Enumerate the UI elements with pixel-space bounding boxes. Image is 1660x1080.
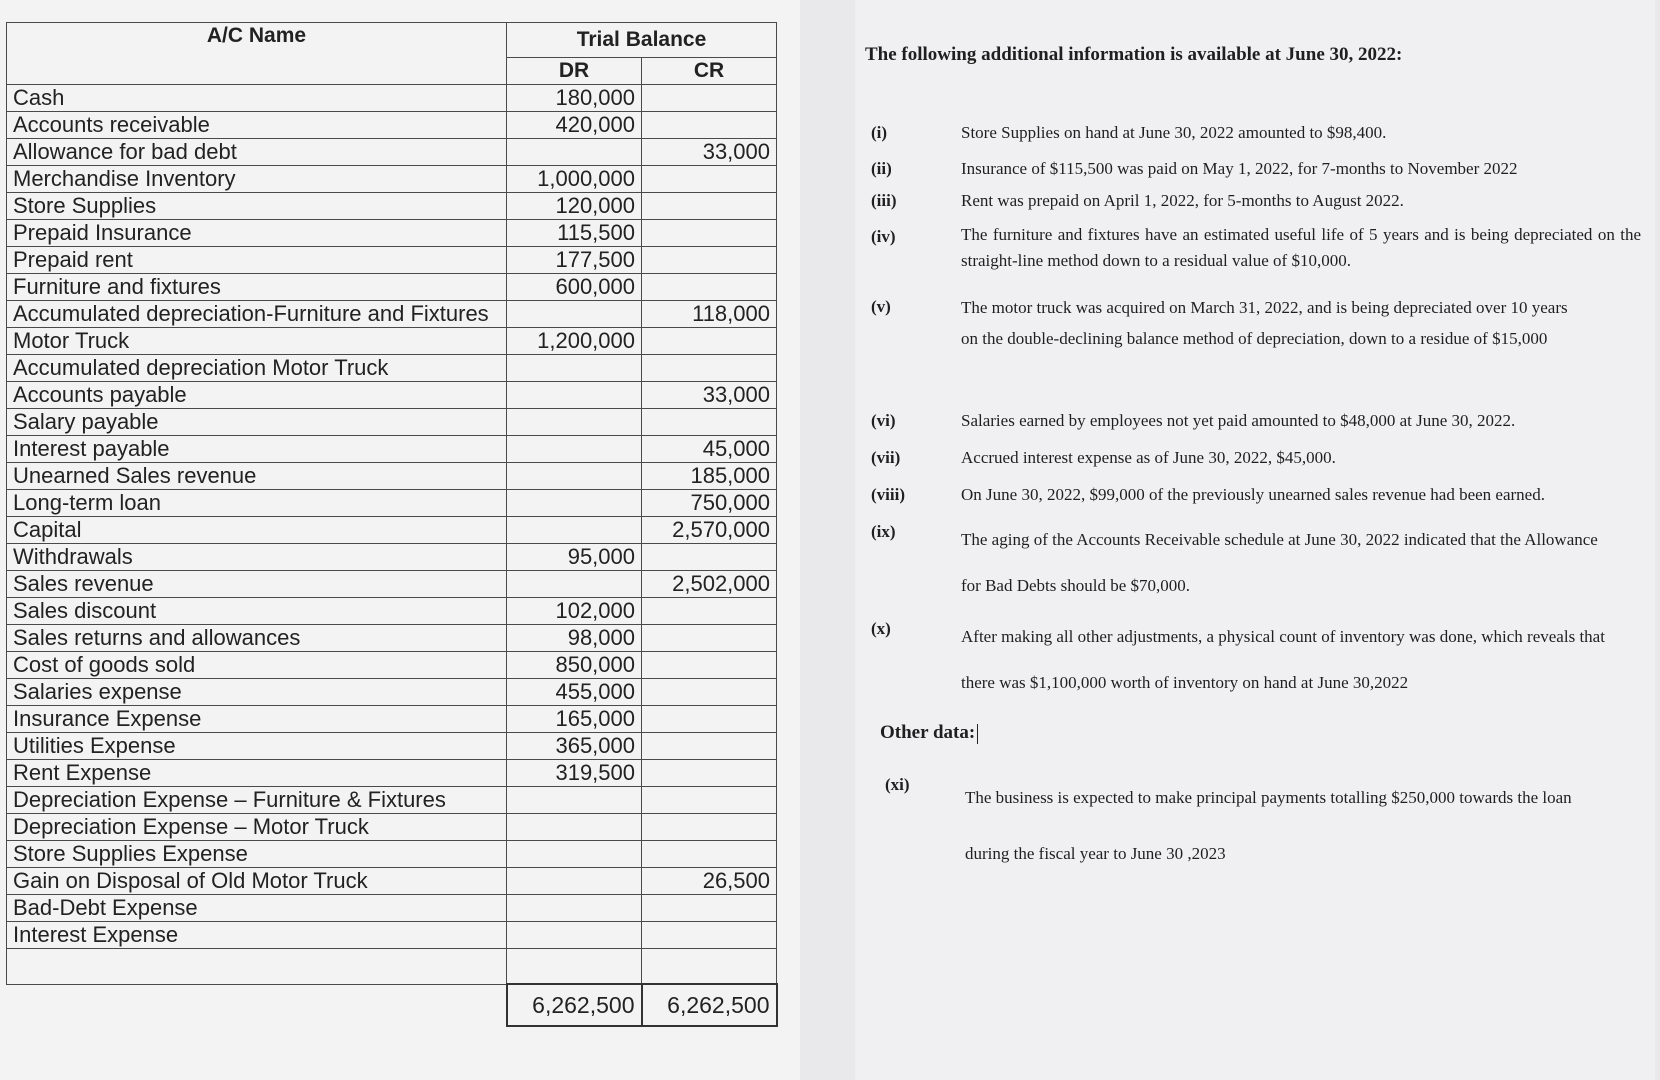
credit-amount: 185,000 bbox=[642, 463, 777, 490]
credit-amount bbox=[642, 166, 777, 193]
item-text: Salaries earned by employees not yet paid amounted to $48,000 at June 30, 2022. bbox=[961, 411, 1516, 430]
table-row bbox=[7, 409, 777, 436]
credit-amount: 26,500 bbox=[642, 868, 777, 895]
credit-amount bbox=[642, 625, 777, 652]
debit-amount bbox=[507, 814, 642, 841]
table-row bbox=[7, 598, 777, 625]
account-name: Interest Expense bbox=[7, 922, 507, 949]
item-number: (xi) bbox=[885, 775, 910, 794]
account-name: Unearned Sales revenue bbox=[7, 463, 507, 490]
account-name: Cash bbox=[7, 85, 507, 112]
additional-information-panel bbox=[855, 0, 1655, 1080]
account-name: Furniture and fixtures bbox=[7, 274, 507, 301]
other-data-heading bbox=[880, 722, 978, 744]
account-name: Rent Expense bbox=[7, 760, 507, 787]
item-number: (i) bbox=[871, 123, 888, 142]
account-name: Bad-Debt Expense bbox=[7, 895, 507, 922]
account-name: Utilities Expense bbox=[7, 733, 507, 760]
table-row bbox=[7, 706, 777, 733]
table-row bbox=[7, 760, 777, 787]
credit-amount bbox=[642, 679, 777, 706]
debit-amount: 102,000 bbox=[507, 598, 642, 625]
table-row bbox=[7, 787, 777, 814]
trial-balance-body bbox=[7, 85, 777, 949]
debit-amount: 120,000 bbox=[507, 193, 642, 220]
table-row bbox=[7, 193, 777, 220]
table-row bbox=[7, 868, 777, 895]
account-name: Store Supplies Expense bbox=[7, 841, 507, 868]
table-row bbox=[7, 139, 777, 166]
table-row bbox=[7, 544, 777, 571]
account-name: Depreciation Expense – Motor Truck bbox=[7, 814, 507, 841]
account-name: Depreciation Expense – Furniture & Fixtures bbox=[7, 787, 507, 814]
credit-amount bbox=[642, 652, 777, 679]
blank-cell bbox=[507, 949, 642, 985]
table-row bbox=[7, 247, 777, 274]
other-data-label: Other data: bbox=[880, 722, 976, 743]
item-number: (ix) bbox=[871, 522, 896, 541]
total-dr: 6,262,500 bbox=[507, 984, 642, 1026]
credit-amount bbox=[642, 841, 777, 868]
credit-amount bbox=[642, 112, 777, 139]
debit-amount: 455,000 bbox=[507, 679, 642, 706]
table-row bbox=[7, 652, 777, 679]
table-row bbox=[7, 301, 777, 328]
table-row bbox=[7, 922, 777, 949]
account-name: Capital bbox=[7, 517, 507, 544]
debit-amount: 600,000 bbox=[507, 274, 642, 301]
info-heading: The following additional information is available at June 30, 2022: bbox=[865, 44, 1403, 65]
header-ac-name: A/C Name bbox=[7, 23, 507, 85]
account-name: Merchandise Inventory bbox=[7, 166, 507, 193]
credit-amount bbox=[642, 922, 777, 949]
item-text: On June 30, 2022, $99,000 of the previously unearned sales revenue had been earned. bbox=[961, 485, 1545, 504]
credit-amount: 33,000 bbox=[642, 139, 777, 166]
debit-amount bbox=[507, 409, 642, 436]
credit-amount bbox=[642, 706, 777, 733]
item-text: Accrued interest expense as of June 30, 2022, $45,000. bbox=[961, 448, 1336, 467]
item-number: (ii) bbox=[871, 159, 892, 178]
table-row bbox=[7, 571, 777, 598]
debit-amount: 1,200,000 bbox=[507, 328, 642, 355]
item-number: (vii) bbox=[871, 448, 901, 467]
account-name: Salaries expense bbox=[7, 679, 507, 706]
table-row bbox=[7, 517, 777, 544]
item-text: The motor truck was acquired on March 31, 2022, and is being depreciated over 10 years on the double-declining balance method of depreciation, down to a residue of $15,000 bbox=[961, 298, 1568, 348]
credit-amount bbox=[642, 247, 777, 274]
account-name: Accumulated depreciation Motor Truck bbox=[7, 355, 507, 382]
item-number: (iii) bbox=[871, 191, 897, 210]
credit-amount bbox=[642, 895, 777, 922]
debit-amount: 95,000 bbox=[507, 544, 642, 571]
table-row bbox=[7, 733, 777, 760]
header-cr: CR bbox=[642, 58, 777, 85]
credit-amount bbox=[642, 409, 777, 436]
credit-amount: 118,000 bbox=[642, 301, 777, 328]
table-row bbox=[7, 166, 777, 193]
debit-amount bbox=[507, 436, 642, 463]
credit-amount bbox=[642, 328, 777, 355]
blank-cell bbox=[642, 949, 777, 985]
debit-amount bbox=[507, 922, 642, 949]
table-row bbox=[7, 679, 777, 706]
credit-amount bbox=[642, 544, 777, 571]
credit-amount bbox=[642, 193, 777, 220]
credit-amount bbox=[642, 733, 777, 760]
credit-amount: 2,502,000 bbox=[642, 571, 777, 598]
debit-amount bbox=[507, 517, 642, 544]
credit-amount bbox=[642, 598, 777, 625]
table-row bbox=[7, 841, 777, 868]
table-row bbox=[7, 895, 777, 922]
account-name: Withdrawals bbox=[7, 544, 507, 571]
item-text: The business is expected to make principal payments totalling $250,000 towards the loan during the fiscal year to June 30 ,2023 bbox=[965, 788, 1572, 863]
debit-amount: 115,500 bbox=[507, 220, 642, 247]
item-text: Store Supplies on hand at June 30, 2022 amounted to $98,400. bbox=[961, 123, 1387, 142]
debit-amount bbox=[507, 490, 642, 517]
item-number: (viii) bbox=[871, 485, 905, 504]
account-name: Motor Truck bbox=[7, 328, 507, 355]
table-row bbox=[7, 220, 777, 247]
account-name: Accounts receivable bbox=[7, 112, 507, 139]
debit-amount: 365,000 bbox=[507, 733, 642, 760]
totals-label-cell bbox=[7, 984, 507, 1026]
account-name: Sales revenue bbox=[7, 571, 507, 598]
credit-amount: 750,000 bbox=[642, 490, 777, 517]
account-name: Gain on Disposal of Old Motor Truck bbox=[7, 868, 507, 895]
debit-amount: 177,500 bbox=[507, 247, 642, 274]
debit-amount bbox=[507, 355, 642, 382]
debit-amount bbox=[507, 895, 642, 922]
debit-amount bbox=[507, 301, 642, 328]
item-text: The furniture and fixtures have an estimated useful life of 5 years and is being depreciated on the straight-line method down to a residual value of $10,000. bbox=[961, 225, 1641, 270]
debit-amount bbox=[507, 841, 642, 868]
account-name: Long-term loan bbox=[7, 490, 507, 517]
totals-row bbox=[7, 984, 777, 1026]
debit-amount: 165,000 bbox=[507, 706, 642, 733]
table-row bbox=[7, 814, 777, 841]
text-cursor bbox=[977, 724, 978, 744]
header-trial-balance: Trial Balance bbox=[507, 23, 777, 58]
debit-amount: 1,000,000 bbox=[507, 166, 642, 193]
debit-amount bbox=[507, 382, 642, 409]
account-name: Prepaid Insurance bbox=[7, 220, 507, 247]
table-blank-row bbox=[7, 949, 777, 985]
debit-amount bbox=[507, 139, 642, 166]
account-name: Sales discount bbox=[7, 598, 507, 625]
table-row bbox=[7, 463, 777, 490]
credit-amount bbox=[642, 355, 777, 382]
table-row bbox=[7, 274, 777, 301]
credit-amount bbox=[642, 814, 777, 841]
credit-amount bbox=[642, 274, 777, 301]
blank-cell bbox=[7, 949, 507, 985]
header-dr: DR bbox=[507, 58, 642, 85]
table-row bbox=[7, 112, 777, 139]
item-number: (vi) bbox=[871, 411, 896, 430]
credit-amount bbox=[642, 760, 777, 787]
trial-balance-table bbox=[6, 22, 778, 1027]
item-number: (x) bbox=[871, 619, 891, 638]
credit-amount bbox=[642, 787, 777, 814]
item-text: Insurance of $115,500 was paid on May 1, 2022, for 7-months to November 2022 bbox=[961, 159, 1518, 178]
debit-amount: 850,000 bbox=[507, 652, 642, 679]
table-row bbox=[7, 328, 777, 355]
debit-amount bbox=[507, 463, 642, 490]
account-name: Allowance for bad debt bbox=[7, 139, 507, 166]
debit-amount: 420,000 bbox=[507, 112, 642, 139]
account-name: Accumulated depreciation-Furniture and Fixtures bbox=[7, 301, 507, 328]
item-text: After making all other adjustments, a physical count of inventory was done, which reveals that there was $1,100,000 worth of inventory on hand at June 30,2022 bbox=[961, 627, 1605, 692]
account-name: Cost of goods sold bbox=[7, 652, 507, 679]
credit-amount: 2,570,000 bbox=[642, 517, 777, 544]
account-name: Interest payable bbox=[7, 436, 507, 463]
trial-balance-sheet bbox=[0, 0, 800, 1080]
credit-amount: 45,000 bbox=[642, 436, 777, 463]
table-row bbox=[7, 436, 777, 463]
table-row bbox=[7, 490, 777, 517]
account-name: Sales returns and allowances bbox=[7, 625, 507, 652]
account-name: Prepaid rent bbox=[7, 247, 507, 274]
total-cr: 6,262,500 bbox=[642, 984, 777, 1026]
item-number: (v) bbox=[871, 297, 891, 316]
table-row bbox=[7, 85, 777, 112]
debit-amount bbox=[507, 787, 642, 814]
debit-amount bbox=[507, 571, 642, 598]
debit-amount: 319,500 bbox=[507, 760, 642, 787]
debit-amount: 98,000 bbox=[507, 625, 642, 652]
item-text: Rent was prepaid on April 1, 2022, for 5-months to August 2022. bbox=[961, 191, 1404, 210]
credit-amount: 33,000 bbox=[642, 382, 777, 409]
item-number: (iv) bbox=[871, 227, 896, 246]
account-name: Accounts payable bbox=[7, 382, 507, 409]
debit-amount: 180,000 bbox=[507, 85, 642, 112]
credit-amount bbox=[642, 220, 777, 247]
account-name: Store Supplies bbox=[7, 193, 507, 220]
table-row bbox=[7, 625, 777, 652]
debit-amount bbox=[507, 868, 642, 895]
credit-amount bbox=[642, 85, 777, 112]
account-name: Insurance Expense bbox=[7, 706, 507, 733]
table-row bbox=[7, 355, 777, 382]
table-row bbox=[7, 382, 777, 409]
account-name: Salary payable bbox=[7, 409, 507, 436]
item-text: The aging of the Accounts Receivable schedule at June 30, 2022 indicated that the Allowance for Bad Debts should be $70,000. bbox=[961, 530, 1598, 595]
